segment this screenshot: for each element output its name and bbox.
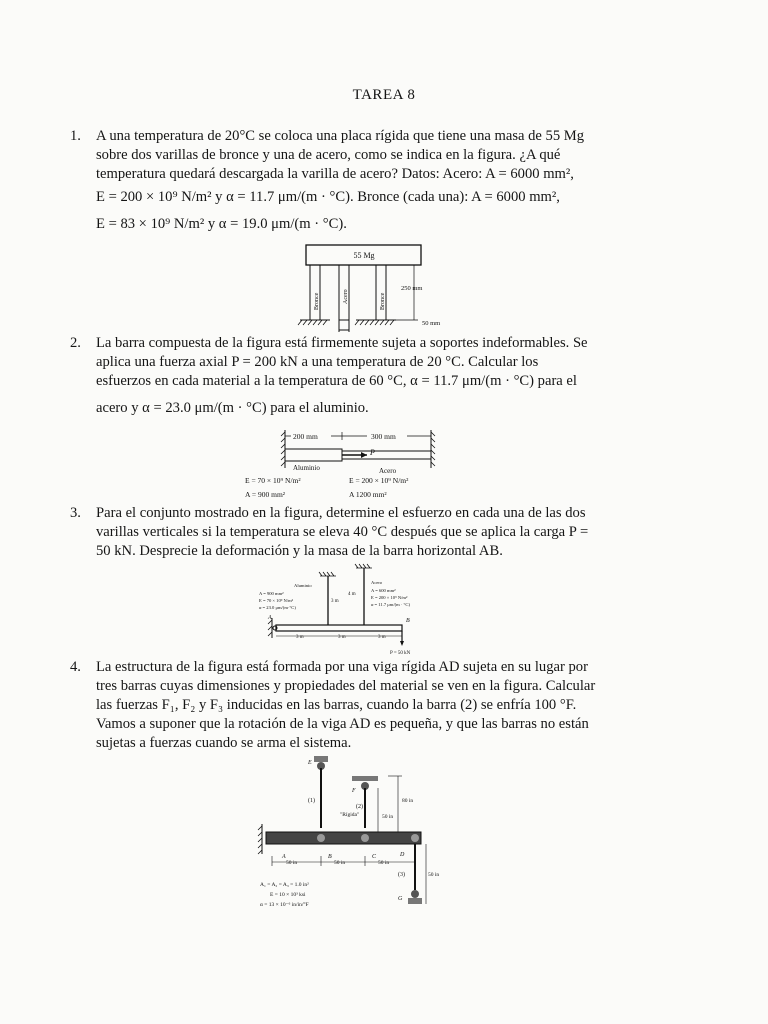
problem-line: A una temperatura de 20°C se coloca una placa rígida que tiene una masa de 55 Mg: [96, 128, 585, 144]
point-a: A: [268, 615, 272, 621]
problem-line: esfuerzos en cada material a la temperatura de 60 °C, α = 11.7 μm/(m · °C) para el: [96, 373, 577, 389]
problem-line: La estructura de la figura está formada por una viga rígida AD sujeta en su lugar por: [96, 659, 588, 675]
aluminum-title: Aluminio: [294, 583, 312, 588]
problem-line: las fuerzas F₁, F₂ y F₃ inducidas en las barras, cuando la barra (2) se enfría 100 °F.: [96, 697, 577, 713]
problem-line: varillas verticales si la temperatura se eleva 40 °C después que se aplica la carga P =: [96, 524, 589, 540]
bar-1-label: (1): [308, 798, 315, 804]
problem-line: 50 kN. Desprecie la deformación y la masa de la barra horizontal AB.: [96, 543, 503, 559]
problem-number: 1.: [70, 128, 81, 144]
span-3: 3 m: [378, 635, 386, 640]
rod-label-bronze-2: Bronce: [380, 292, 386, 310]
modulus-steel: E = 200 × 10⁹ N/m²: [349, 476, 409, 485]
figure-1-rods-plate: [296, 240, 446, 332]
figure-2-composite-bar: [245, 428, 455, 504]
problem-line: E = 200 × 10⁹ N/m² y α = 11.7 μm/(m · °C). Bronce (cada una): A = 6000 mm²,: [96, 189, 560, 205]
aluminum-area: A = 900 mm²: [259, 591, 284, 596]
problem-line: Vamos a suponer que la rotación de la viga AD es pequeña, y que las barras no están: [96, 716, 589, 732]
dim-50-ab: 50 in: [286, 860, 298, 866]
load-label: P = 50 kN: [390, 651, 411, 656]
point-e: E: [308, 760, 312, 766]
steel-title: Acero: [371, 580, 383, 585]
rod-label-bronze-1: Bronce: [314, 292, 320, 310]
problem-line: Para el conjunto mostrado en la figura, determine el esfuerzo en cada una de las dos: [96, 505, 586, 521]
problem-line: sobre dos varillas de bronce y una de acero, como se indica en la figura. ¿A qué: [96, 147, 561, 163]
problem-line: temperatura quedará descargada la varilla de acero? Datos: Acero: A = 6000 mm²,: [96, 166, 574, 182]
material-aluminum: Aluminio: [293, 464, 320, 472]
point-b: B: [328, 854, 332, 860]
problem-line: La barra compuesta de la figura está firmemente sujeta a soportes indeformables. Se: [96, 335, 588, 351]
prop-modulus: E = 10 × 10³ ksi: [270, 892, 306, 898]
aluminum-alpha: α = 23.0 μm/(m·°C): [259, 605, 296, 610]
problem-line: E = 83 × 10⁹ N/m² y α = 19.0 μm/(m · °C).: [96, 216, 347, 232]
steel-area: A = 600 mm²: [371, 588, 396, 593]
length-steel: 300 mm: [371, 432, 396, 441]
bar-3-label: (3): [398, 872, 405, 878]
mass-label: 55 Mg: [353, 251, 375, 260]
problem-number: 3.: [70, 505, 81, 521]
point-d: D: [400, 852, 405, 858]
rod-length-label: 250 mm: [401, 285, 423, 292]
aluminum-length: 3 m: [331, 599, 339, 604]
dim-80: 80 in: [402, 798, 414, 804]
span-2: 3 m: [338, 635, 346, 640]
figure-4-rigid-beam: [252, 750, 442, 916]
problem-2: [70, 334, 662, 418]
point-f: F: [352, 788, 356, 794]
problem-line: sujetas a fuerzas cuando se arma el sistema.: [96, 735, 352, 751]
steel-modulus: E = 200 × 10⁹ N/m²: [371, 595, 408, 600]
point-a: A: [282, 854, 286, 860]
steel-alpha: α = 11.7 μm/(m · °C): [371, 602, 410, 607]
dim-50-cd: 50 in: [378, 860, 390, 866]
steel-length: 4 m: [348, 592, 356, 597]
figure-3-rods-bar: [258, 562, 450, 656]
area-aluminum: A = 900 mm²: [245, 490, 286, 499]
rod-label-steel: Acero: [343, 289, 349, 304]
rigid-label: "Rígida": [340, 812, 360, 818]
length-aluminum: 200 mm: [293, 432, 318, 441]
problem-number: 2.: [70, 335, 81, 351]
point-g: G: [398, 896, 403, 902]
problem-line: tres barras cuyas dimensiones y propiedades del material se ven en la figura. Calcular: [96, 678, 596, 694]
point-c: C: [372, 854, 377, 860]
dim-50-bc: 50 in: [334, 860, 346, 866]
problem-number: 4.: [70, 659, 81, 675]
point-b: B: [406, 618, 410, 624]
span-1: 3 m: [296, 635, 304, 640]
dim-50-bar3: 50 in: [428, 872, 440, 878]
problem-line: acero y α = 23.0 μm/(m · °C) para el aluminio.: [96, 400, 369, 416]
page-title: TAREA 8: [352, 87, 416, 103]
material-steel: Acero: [379, 467, 397, 475]
problem-line: aplica una fuerza axial P = 200 kN a una temperatura de 20 °C. Calcular los: [96, 354, 539, 370]
gap-label: 50 mm: [422, 320, 441, 327]
bar-2-label: (2): [356, 804, 363, 810]
prop-area: A₁ = A₂ = A₃ = 1.0 in²: [260, 882, 309, 888]
modulus-aluminum: E = 70 × 10⁹ N/m²: [245, 476, 301, 485]
dim-50-bar2: 50 in: [382, 814, 394, 820]
prop-alpha: α = 13 × 10⁻⁶ in/in/°F: [260, 902, 309, 908]
force-label: P: [370, 448, 375, 457]
problem-3: [70, 504, 662, 561]
area-steel: A 1200 mm²: [349, 490, 387, 499]
problem-1: [70, 127, 662, 234]
problem-4: [70, 658, 662, 753]
aluminum-modulus: E = 70 × 10⁹ N/m²: [259, 598, 294, 603]
